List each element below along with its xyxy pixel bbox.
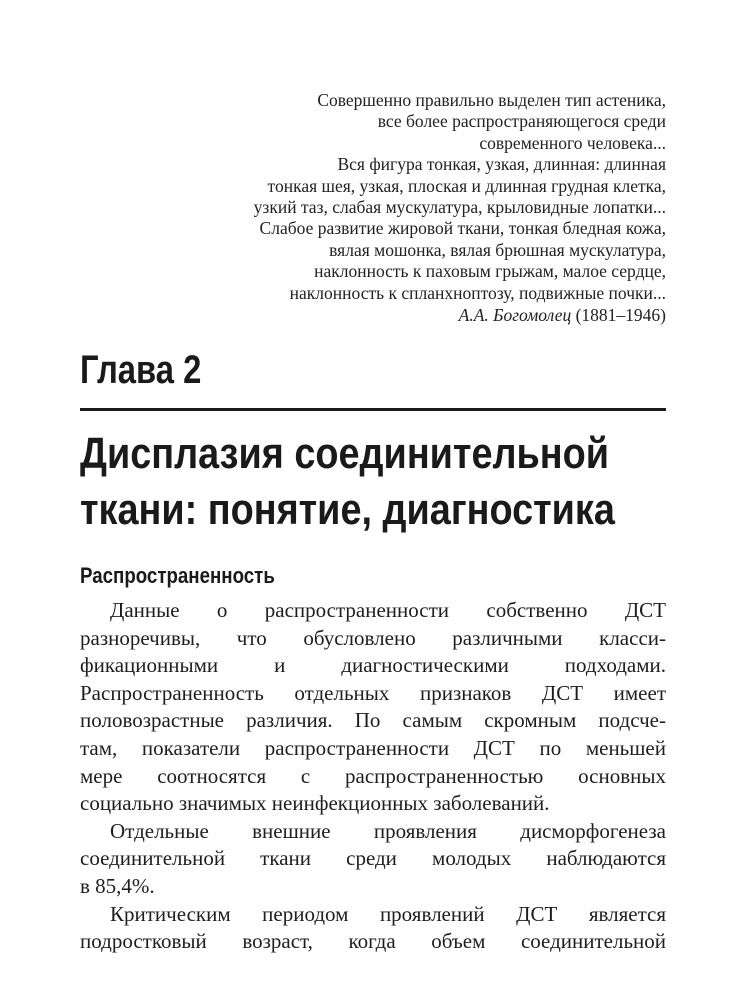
text-line: подростковый возраст, когда объем соединительной <box>80 929 666 954</box>
paragraph <box>80 901 666 956</box>
epigraph-line: наклонность к спланхноптозу, подвижные почки... <box>289 282 666 303</box>
text-line: разноречивы, что обусловлено различными класси- <box>80 625 666 650</box>
chapter-label: Глава 2 <box>80 348 202 392</box>
text-line: фикационными и диагностическими подходами. <box>80 653 666 678</box>
paragraph <box>80 597 666 818</box>
text-line: социально значимых неинфекционных заболеваний. <box>80 791 550 816</box>
text-line: Данные о распространенности собственно ДСТ <box>110 598 666 622</box>
epigraph-line: тонкая шея, узкая, плоская и длинная грудная клетка, <box>267 175 666 196</box>
text-line: мере соотносятся с распространенностью основных <box>80 763 666 788</box>
epigraph-line: вялая мошонка, вялая брюшная мускулатура, <box>329 239 666 260</box>
chapter-title <box>80 426 615 538</box>
body-text <box>80 597 666 956</box>
chapter-title-line: ткани: понятие, диагностика <box>80 485 615 534</box>
text-line: Распространенность отдельных признаков ДСТ имеет <box>80 680 666 705</box>
epigraph-line: Совершенно правильно выделен тип астеника, <box>317 90 666 110</box>
paragraph <box>80 818 666 901</box>
epigraph-line: современного человека... <box>479 132 666 153</box>
text-line: Отдельные внешние проявления дисморфогенеза <box>110 818 666 843</box>
epigraph-attribution <box>146 305 666 326</box>
text-line: Критическим периодом проявлений ДСТ является <box>110 901 666 926</box>
text-line: соединительной ткани среди молодых наблюдаются <box>80 846 666 871</box>
section-heading: Распространенность <box>80 563 275 588</box>
epigraph-line: Вся фигура тонкая, узкая, длинная: длинная <box>337 154 666 175</box>
epigraph <box>146 90 666 326</box>
epigraph-author: А.А. Богомолец <box>458 305 572 326</box>
epigraph-line: Слабое развитие жировой ткани, тонкая бледная кожа, <box>259 218 666 239</box>
text-line: половозрастные различия. По самым скромным подсче- <box>80 708 666 733</box>
epigraph-line: узкий таз, слабая мускулатура, крыловидные лопатки... <box>253 197 666 218</box>
text-line: там, показатели распространенности ДСТ по меньшей <box>80 735 666 760</box>
epigraph-line: все более распространяющегося среди <box>377 111 666 132</box>
epigraph-years: (1881–1946) <box>571 305 666 326</box>
chapter-title-line: Дисплазия соединительной <box>80 429 610 478</box>
epigraph-line: наклонность к паховым грыжам, малое сердце, <box>314 261 666 282</box>
chapter-divider <box>80 408 666 411</box>
text-line: в 85,4%. <box>80 873 155 898</box>
